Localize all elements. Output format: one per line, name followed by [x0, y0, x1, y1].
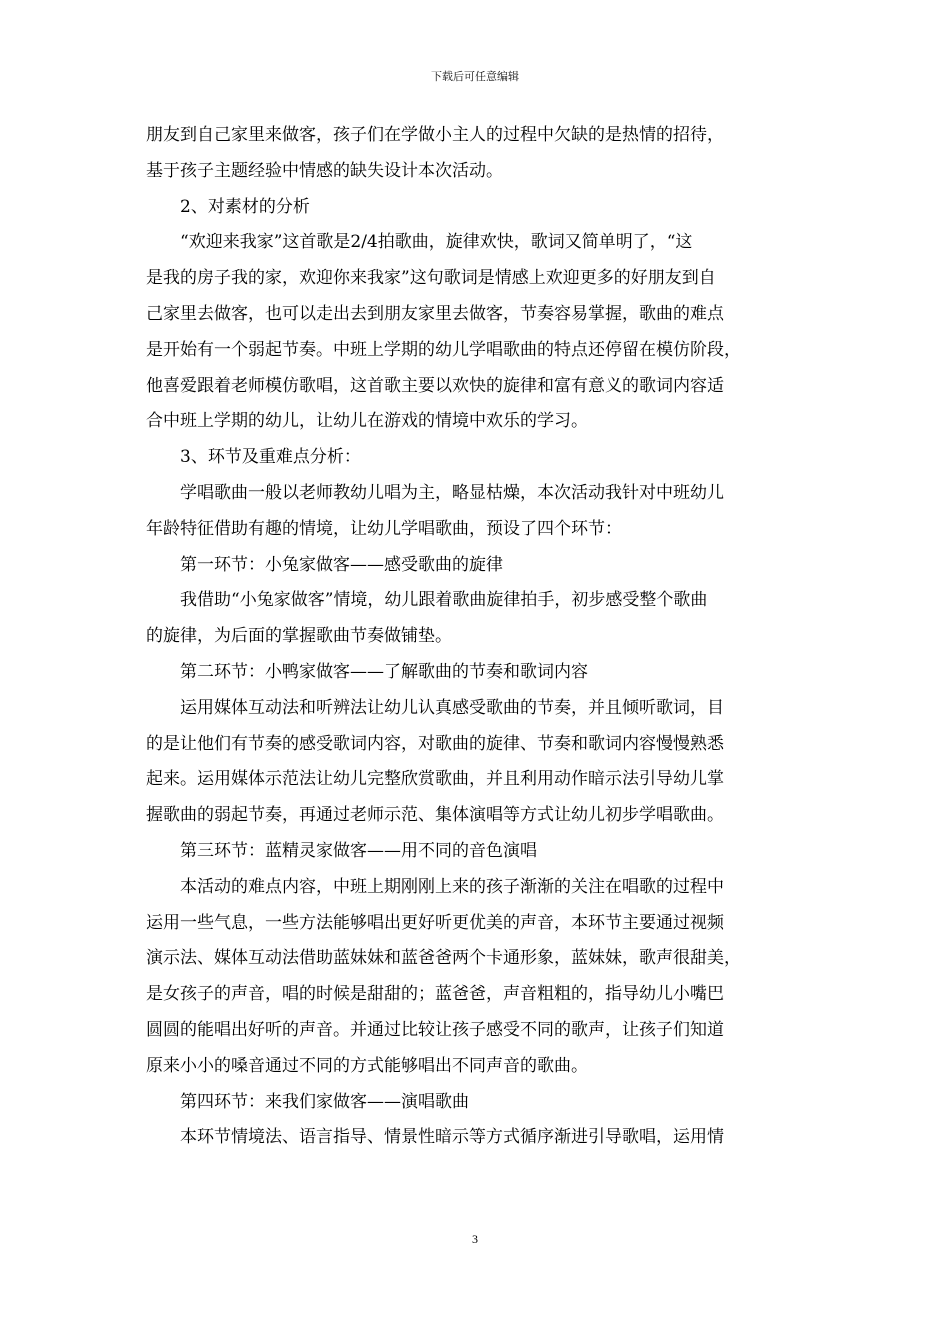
text-line: 学唱歌曲一般以老师教幼儿唱为主，略显枯燥，本次活动我针对中班幼儿 [180, 482, 724, 503]
text-line: 的是让他们有节奏的感受歌词内容，对歌曲的旋律、节奏和歌词内容慢慢熟悉 [146, 733, 724, 754]
text-line: 我借助“小兔家做客”情境，幼儿跟着歌曲旋律拍手，初步感受整个歌曲 [180, 590, 708, 611]
subsection-heading: 第四环节：来我们家做客——演唱歌曲 [180, 1091, 469, 1112]
text-line: 是女孩子的声音，唱的时候是甜甜的；蓝爸爸，声音粗粗的，指导幼儿小嘴巴 [146, 984, 724, 1005]
subsection-heading: 第二环节：小鸭家做客——了解歌曲的节奏和歌词内容 [180, 661, 588, 682]
page-number: 3 [472, 1232, 478, 1246]
text-line: 朋友到自己家里来做客，孩子们在学做小主人的过程中欠缺的是热情的招待， [146, 125, 724, 145]
text-line: “欢迎来我家”这首歌是2/4拍歌曲，旋律欢快，歌词又简单明了，“这 [180, 232, 693, 253]
text-line: 是我的房子我的家，欢迎你来我家”这句歌词是情感上欢迎更多的好朋友到自 [146, 268, 716, 289]
text-line: 演示法、媒体互动法借助蓝妹妹和蓝爸爸两个卡通形象，蓝妹妹，歌声很甜美， [146, 948, 741, 969]
text-line: 基于孩子主题经验中情感的缺失设计本次活动。 [146, 160, 503, 181]
text-line: 合中班上学期的幼儿，让幼儿在游戏的情境中欢乐的学习。 [146, 411, 588, 432]
section-heading: 2、对素材的分析 [180, 196, 310, 217]
subsection-heading: 第一环节：小兔家做客——感受歌曲的旋律 [180, 554, 503, 575]
text-line: 原来小小的嗓音通过不同的方式能够唱出不同声音的歌曲。 [146, 1055, 588, 1076]
text-line: 己家里去做客，也可以走出去到朋友家里去做客，节奏容易掌握，歌曲的难点 [146, 303, 724, 324]
text-line: 是开始有一个弱起节奏。中班上学期的幼儿学唱歌曲的特点还停留在模仿阶段， [146, 339, 741, 360]
text-line: 起来。运用媒体示范法让幼儿完整欣赏歌曲，并且利用动作暗示法引导幼儿掌 [146, 769, 724, 790]
text-line: 握歌曲的弱起节奏，再通过老师示范、集体演唱等方式让幼儿初步学唱歌曲。 [146, 805, 724, 826]
subsection-heading: 第三环节：蓝精灵家做客——用不同的音色演唱 [180, 840, 537, 861]
text-line: 的旋律，为后面的掌握歌曲节奏做铺垫。 [146, 626, 452, 647]
section-heading: 3、环节及重难点分析： [180, 447, 361, 468]
page-header: 下载后可任意编辑 [431, 70, 519, 83]
text-line: 年龄特征借助有趣的情境，让幼儿学唱歌曲，预设了四个环节： [146, 518, 622, 539]
text-line: 他喜爱跟着老师模仿歌唱，这首歌主要以欢快的旋律和富有意义的歌词内容适 [146, 375, 724, 396]
text-line: 本活动的难点内容，中班上期刚刚上来的孩子渐渐的关注在唱歌的过程中 [180, 876, 724, 897]
text-line: 运用媒体互动法和听辨法让幼儿认真感受歌曲的节奏，并且倾听歌词，目 [180, 697, 724, 718]
body-text [146, 118, 810, 1156]
text-line: 圆圆的能唱出好听的声音。并通过比较让孩子感受不同的歌声，让孩子们知道 [146, 1019, 724, 1040]
text-line: 运用一些气息，一些方法能够唱出更好听更优美的声音，本环节主要通过视频 [146, 912, 724, 933]
text-line: 本环节情境法、语言指导、情景性暗示等方式循序渐进引导歌唱，运用情 [180, 1127, 724, 1148]
